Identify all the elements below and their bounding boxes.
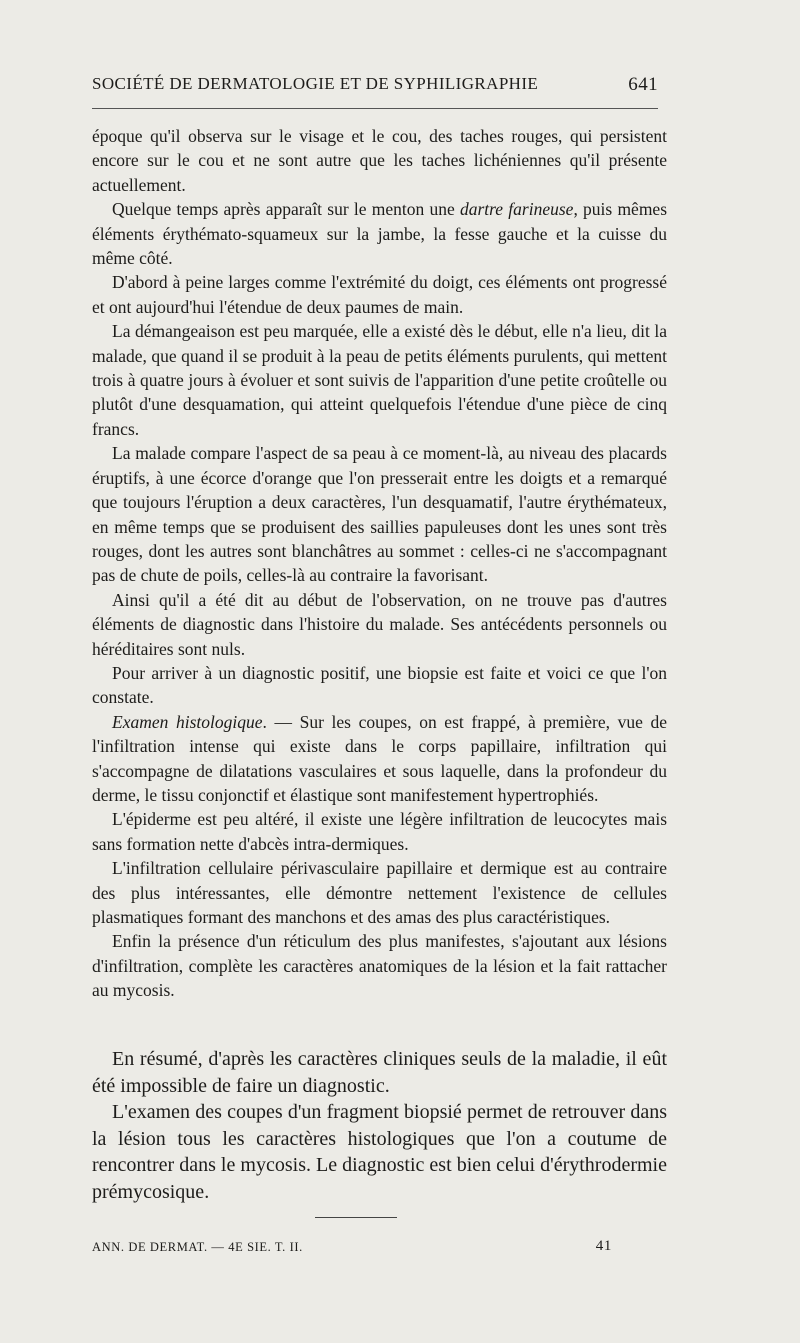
paragraph-10: L'infiltration cellulaire périvasculaire papillaire et dermique est au contraire des plus intéressantes, elle démontre nettement l'existence de cellules plasmatiques formant des manchons et des amas des plus caractéristiques. [92,858,667,927]
paragraph-3: D'abord à peine larges comme l'extrémité du doigt, ces éléments ont progressé et ont aujourd'hui l'étendue de deux paumes de main. [92,272,667,317]
footer-rule [315,1217,397,1218]
running-title: SOCIÉTÉ DE DERMATOLOGIE ET DE SYPHILIGRAPHIE [92,74,539,93]
paragraph-1: époque qu'il observa sur le visage et le cou, des taches rouges, qui persistent encore sur le cou et ne sont autre que les taches lichéniennes qu'il présente actuellement. [92,126,667,195]
conclusion-paragraph-2: L'examen des coupes d'un fragment biopsié permet de retrouver dans la lésion tous les caractères histologiques que l'on a coutume de rencontrer dans le mycosis. Le diagnostic est bien celui d'érythrodermie prémycosique. [92,1101,667,1203]
paragraph-5: La malade compare l'aspect de sa peau à ce moment-là, au niveau des placards éruptifs, à une écorce d'orange que l'on presserait entre les doigts et a remarqué que toujours l'éruption a deux caractères, l'un desquamatif, l'autre érythémateux, en même temps que se produisent des saillies papuleuses dont les unes sont très rouges, dont les autres sont blanchâtres au sommet : celles-ci ne s'accompagnant pas de chute de poils, celles-là au contraire la favorisant. [92,443,667,586]
paragraph-2: Quelque temps après apparaît sur le menton une dartre farineuse, puis mêmes éléments érythémato-squameux sur la jambe, la fesse gauche et la cuisse du même côté. [92,199,668,269]
paragraph-9: L'épiderme est peu altéré, il existe une légère infiltration de leucocytes mais sans formation nette d'abcès intra-dermiques. [92,809,667,854]
header-rule [92,108,658,109]
page-number: 641 [628,74,658,95]
conclusion-paragraph-1: En résumé, d'après les caractères cliniques seuls de la maladie, il eût été impossible de faire un diagnostic. [92,1048,667,1097]
sheet-number: 41 [595,1238,612,1254]
paragraph-7: Pour arriver à un diagnostic positif, une biopsie est faite et voici ce que l'on constate. [92,662,667,708]
body-text [92,124,667,1003]
conclusion [92,1046,667,1205]
paragraph-11: Enfin la présence d'un réticulum des plus manifestes, s'ajoutant aux lésions d'infiltration, complète les caractères anatomiques de la lésion et la fait rattacher au mycosis. [92,931,667,1001]
signature-mark: ANN. DE DERMAT. — 4E SIE. T. II. [92,1240,303,1254]
italic-term: Examen histologique [112,711,263,732]
paragraph-4: La démangeaison est peu marquée, elle a existé dès le début, elle n'a lieu, dit la malade, que quand il se produit à la peau de petits éléments purulents, qui mettent trois à quatre jours à évoluer et sont suivis de l'apparition d'une petite croûtelle ou plutôt d'une desquamation, qui atteint quelquefois l'étendue d'une pièce de cinq francs. [92,321,667,439]
paragraph-6: Ainsi qu'il a été dit au début de l'observation, on ne trouve pas d'autres éléments de diagnostic dans l'histoire du malade. Ses antécédents personnels ou héréditaires sont nuls. [92,589,667,659]
italic-term: dartre farineuse [459,199,574,220]
paragraph-8: Examen histologique. — Sur les coupes, on est frappé, à première, vue de l'infiltration intense qui existe dans le corps papillaire, infiltration qui s'accompagne de dilatations vasculaires et sous laquelle, dans la profondeur du derme, le tissu conjonctif et élastique sont manifestement hypertrophiés. [92,711,667,805]
